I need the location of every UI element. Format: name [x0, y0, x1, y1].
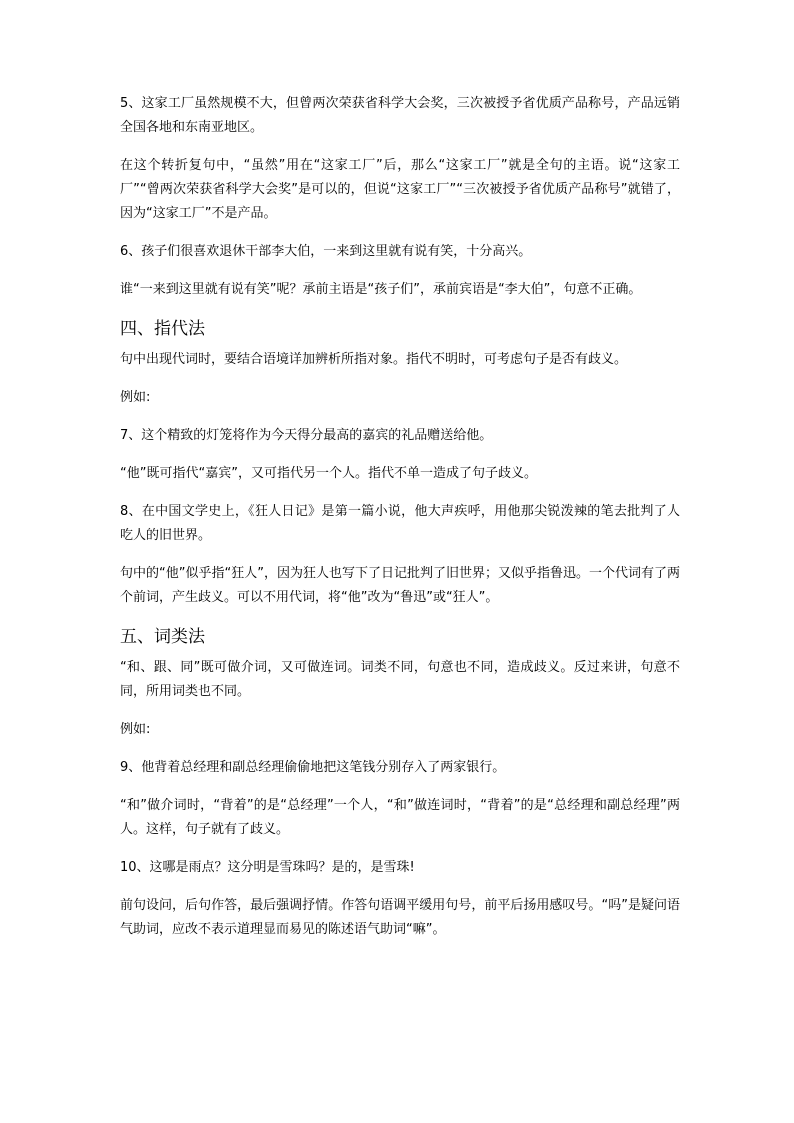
section-heading-word-class: 五、词类法 — [120, 627, 205, 647]
paragraph-analysis-6: 谁“一来到这里就有说有笑”呢？承前主语是“孩子们”，承前宾语是“李大伯”，句意不正确。 — [120, 282, 642, 297]
paragraph-analysis-10: 前句设问，后句作答，最后强调抒情。作答句语调平缓用句号，前平后扬用感叹号。“吗”是疑问语气助词，应改不表示道理显而易见的陈述语气助词“嘛”。 — [120, 898, 680, 937]
paragraph-analysis-8: 句中的“他”似乎指“狂人”，因为狂人也写下了日记批判了旧世界；又似乎指鲁迅。一个代词有了两个前词，产生歧义。可以不用代词，将“他”改为“鲁迅”或“狂人”。 — [120, 566, 680, 605]
paragraph-example-9: 9、他背着总经理和副总经理偷偷地把这笔钱分别存入了两家银行。 — [120, 760, 506, 775]
paragraph-example-6: 6、孩子们很喜欢退休干部李大伯，一来到这里就有说有笑，十分高兴。 — [120, 244, 532, 259]
section-heading-pronoun: 四、指代法 — [120, 319, 205, 339]
paragraph-analysis-5: 在这个转折复句中，“虽然”用在“这家工厂”后，那么“这家工厂”就是全句的主语。说“这家工厂”“曾两次荣获省科学大会奖”是可以的，但说“这家工厂”“三次被授予省优质产品称号”就错了，因为“这家工厂”不是产品。 — [120, 158, 680, 221]
paragraph-example-10: 10、这哪是雨点？这分明是雪珠吗？是的，是雪珠! — [120, 860, 415, 875]
paragraph-analysis-7: “他”既可指代“嘉宾”，又可指代另一个人。指代不单一造成了句子歧义。 — [120, 466, 537, 481]
paragraph-analysis-9: “和”做介词时，“背着”的是“总经理”一个人，“和”做连词时，“背着”的是“总经理和副总经理”两人。这样，句子就有了歧义。 — [120, 798, 680, 837]
paragraph-example-label: 例如: — [120, 722, 151, 737]
paragraph-example-label: 例如: — [120, 390, 151, 405]
paragraph-example-8: 8、在中国文学史上，《狂人日记》是第一篇小说，他大声疾呼，用他那尖锐泼辣的笔去批判了人吃人的旧世界。 — [120, 504, 680, 543]
paragraph-pronoun-intro: 句中出现代词时，要结合语境详加辨析所指对象。指代不明时，可考虑句子是否有歧义。 — [120, 352, 628, 367]
paragraph-example-7: 7、这个精致的灯笼将作为今天得分最高的嘉宾的礼品赠送给他。 — [120, 428, 493, 443]
paragraph-word-class-intro: “和、跟、同”既可做介词，又可做连词。词类不同，句意也不同，造成歧义。反过来讲，句意不同，所用词类也不同。 — [120, 660, 680, 699]
paragraph-example-5: 5、这家工厂虽然规模不大，但曾两次荣获省科学大会奖，三次被授予省优质产品称号，产品远销全国各地和东南亚地区。 — [120, 96, 680, 135]
document-page — [120, 92, 680, 956]
